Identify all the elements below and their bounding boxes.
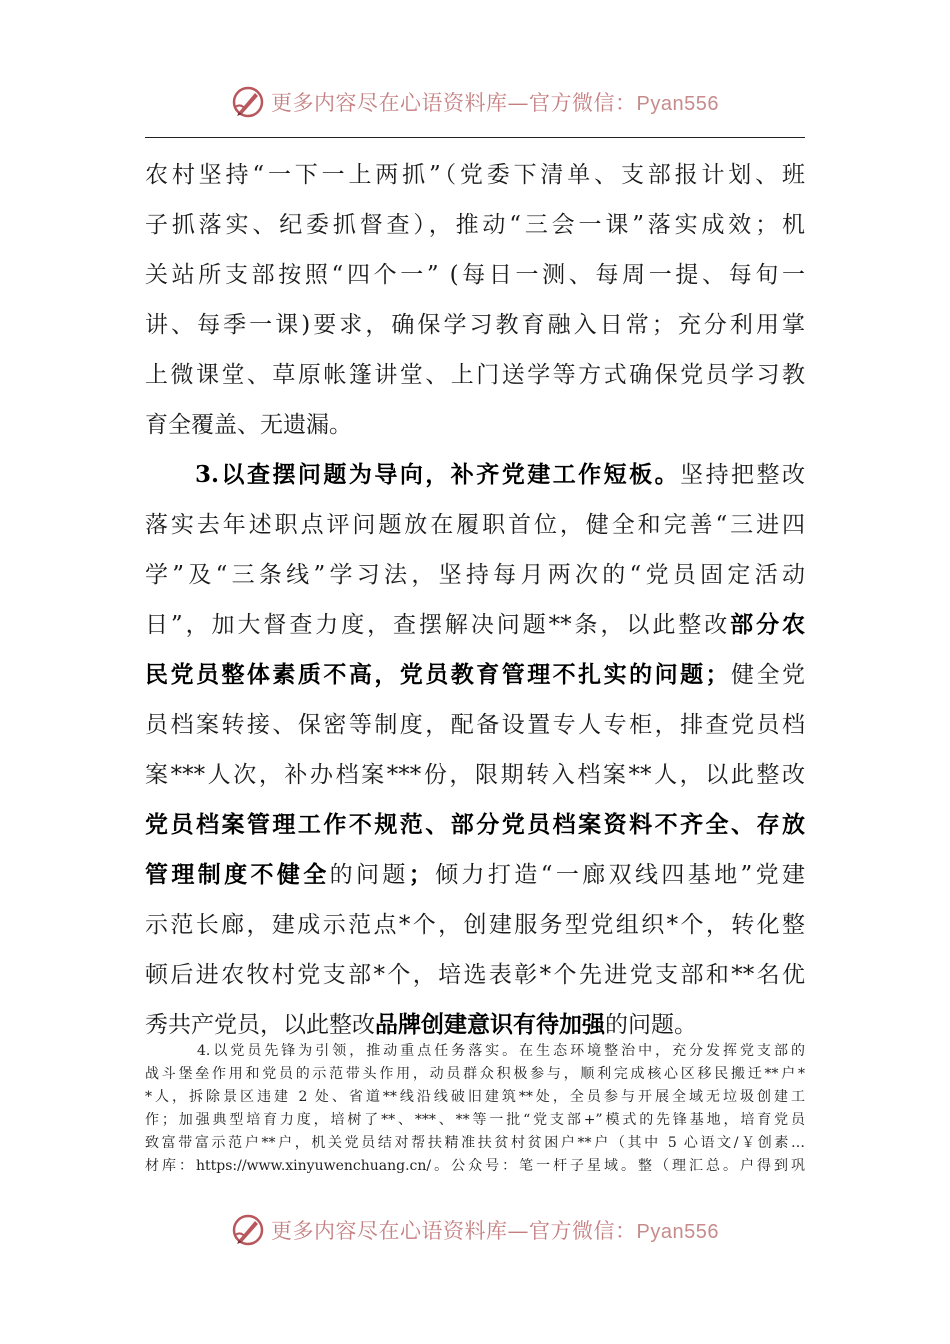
body-text: 农村坚持“一下一上两抓”（党委下清单、支部报计划、班 xyxy=(145,162,805,188)
small-paragraph xyxy=(145,1040,805,1178)
body-text: 顿后进农牧村党支部*个，培选表彰*个先进党支部和**名优 xyxy=(145,962,805,988)
body-line xyxy=(145,400,805,450)
document-body xyxy=(145,150,805,1050)
section-heading: 3.以查摆问题为导向，补齐党建工作短板。 xyxy=(195,461,681,488)
body-line xyxy=(145,900,805,950)
body-text: 落实去年述职点评问题放在履职首位，健全和完善“三进四 xyxy=(145,512,805,538)
body-line xyxy=(145,700,805,750)
body-text: 案***人次，补办档案***份，限期转入档案**人，以此整改 xyxy=(145,762,805,788)
body-text: 坚持把整改 xyxy=(680,462,805,488)
body-text: 秀共产党员，以此整改 xyxy=(145,1012,375,1038)
bold-text: ； xyxy=(408,861,432,888)
body-text: 的问题。 xyxy=(605,1012,697,1038)
header-banner-text xyxy=(271,87,719,117)
body-line xyxy=(145,550,805,600)
small-line: 战斗堡垒作用和党员的示范带头作用，动员群众积极参与，顺利完成核心区移民搬迁**户* xyxy=(145,1066,805,1082)
body-line xyxy=(145,800,805,850)
bold-text: 党员档案管理工作不规范、部分党员档案资料不齐全、存放 xyxy=(145,811,805,838)
pen-logo-icon xyxy=(231,85,265,119)
body-text: 员档案转接、保密等制度，配备设置专人专柜，排查党员档 xyxy=(145,712,805,738)
footer-banner-label: 更多内容尽在心语资料库—官方微信： xyxy=(271,1219,637,1243)
body-text: 育全覆盖、无遗漏。 xyxy=(145,412,352,438)
body-text: 上微课堂、草原帐篷讲堂、上门送学等方式确保党员学习教 xyxy=(145,362,805,388)
body-text: 子抓落实、纪委抓督查），推动“三会一课”落实成效；机 xyxy=(145,212,805,238)
body-line xyxy=(145,850,805,900)
header-rule xyxy=(145,137,805,138)
small-line: *人，拆除景区违建 2 处、省道**线沿线破旧建筑**处，全员参与开展全域无垃圾创建工 xyxy=(145,1089,805,1105)
small-line: 致富带富示范户**户，机关党员结对帮扶精准扶贫村贫困户**户（其中 5 心语文/￥创素… xyxy=(145,1135,805,1151)
footer-banner xyxy=(0,1208,950,1252)
body-text: 讲、每季一课)要求，确保学习教育融入日常；充分利用掌 xyxy=(145,312,805,338)
small-line: 材库：https://www.xinyuwenchuang.cn/。公众号：笔一杆子星域。整（理汇总。户得到巩 xyxy=(145,1158,805,1174)
bold-text: 管理制度不健全 xyxy=(145,861,330,888)
header-banner-label: 更多内容尽在心语资料库—官方微信： xyxy=(271,91,637,115)
small-line: 作；加强典型培育力度，培树了**、***、**等一批“党支部+”模式的先锋基地，培育党员 xyxy=(145,1112,805,1128)
header-wechat-id: Pyan556 xyxy=(636,93,719,115)
body-line xyxy=(145,650,805,700)
body-line xyxy=(145,300,805,350)
body-text: 日”，加大督查力度，查摆解决问题**条，以此整改 xyxy=(145,612,731,638)
body-text: 的问题 xyxy=(329,862,409,888)
body-line xyxy=(145,600,805,650)
body-line xyxy=(145,350,805,400)
body-line xyxy=(145,200,805,250)
body-line xyxy=(145,250,805,300)
pen-logo-icon xyxy=(231,1213,265,1247)
body-text: 示范长廊，建成示范点*个，创建服务型党组织*个，转化整 xyxy=(145,912,805,938)
body-line xyxy=(145,750,805,800)
body-line xyxy=(145,150,805,200)
bold-text: 民党员整体素质不高，党员教育管理不扎实的问题； xyxy=(145,661,729,688)
bold-text: 部分农 xyxy=(730,611,805,638)
body-line xyxy=(145,450,805,500)
body-text: 倾力打造“一廊双线四基地”党建 xyxy=(431,862,805,888)
body-line xyxy=(145,950,805,1000)
body-line xyxy=(145,500,805,550)
footer-wechat-id: Pyan556 xyxy=(636,1221,719,1243)
body-text: 学”及“三条线”学习法，坚持每月两次的“党员固定活动 xyxy=(145,562,805,588)
footer-banner-text xyxy=(271,1215,719,1245)
body-text: 关站所支部按照“四个一” (每日一测、每周一提、每旬一 xyxy=(145,262,805,288)
bold-text: 品牌创建意识有待加强 xyxy=(375,1011,605,1038)
header-banner xyxy=(0,80,950,124)
body-text: 健全党 xyxy=(728,662,805,688)
small-line: 4.以党员先锋为引领，推动重点任务落实。在生态环境整治中，充分发挥党支部的 xyxy=(197,1043,805,1059)
